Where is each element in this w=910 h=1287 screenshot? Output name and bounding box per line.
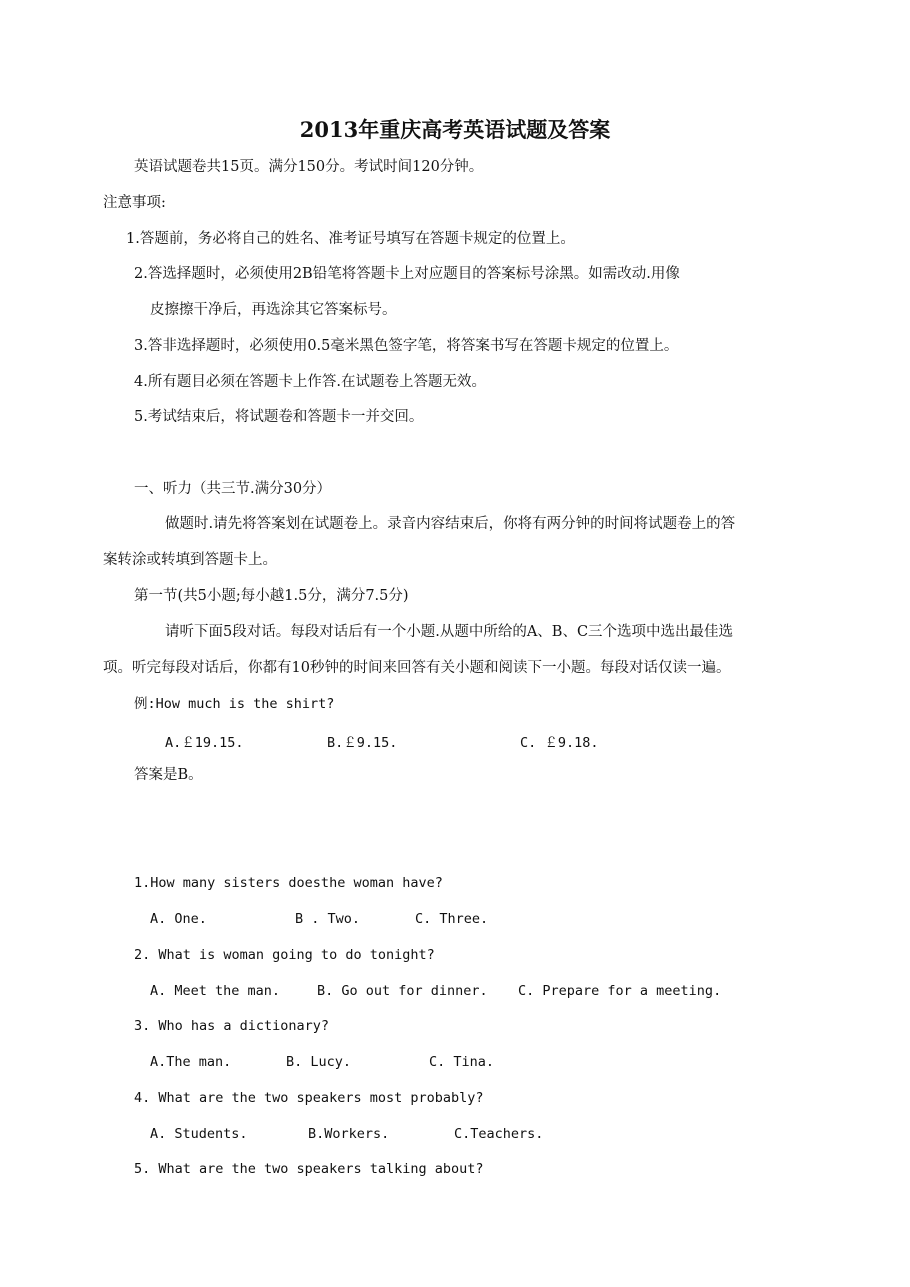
notice-item: 4.所有题目必须在答题卡上作答.在试题卷上答题无效。 xyxy=(134,374,486,390)
notice-item: 皮擦擦干净后，再选涂其它答案标号。 xyxy=(150,302,397,318)
example-option: A.￡19.15. xyxy=(165,735,244,751)
notice-item: 3.答非选择题时，必须使用0.5毫米黑色签字笔，将答案书写在答题卡规定的位置上。 xyxy=(134,338,679,354)
answer-option: C. Prepare for a meeting. xyxy=(518,983,722,999)
answer-option: B. Lucy. xyxy=(286,1054,352,1070)
part-heading: 第一节(共5小题;每小越1.5分，满分7.5分) xyxy=(134,588,409,604)
question: 4. What are the two speakers most probably? xyxy=(134,1090,484,1106)
example-option: C. ￡9.18. xyxy=(520,735,599,751)
notice-item: 2.答选择题时，必须使用2B铅笔将答题卡上对应题目的答案标号涂黑。如需改动.用像 xyxy=(134,266,680,282)
section-heading: 一、听力（共三节.满分30分） xyxy=(134,481,332,497)
question: 2. What is woman going to do tonight? xyxy=(134,947,435,963)
document-title: 2013年重庆高考英语试题及答案 xyxy=(299,117,611,142)
question: 1.How many sisters doesthe woman have? xyxy=(134,875,443,891)
answer-option: A. One. xyxy=(150,911,207,927)
question: 5. What are the two speakers talking about? xyxy=(134,1161,484,1177)
answer-option: B . Two. xyxy=(295,911,361,927)
example-option: B.￡9.15. xyxy=(327,735,398,751)
notice-heading: 注意事项: xyxy=(103,195,166,211)
answer-option: A. Students. xyxy=(150,1126,248,1142)
section-instruction: 案转涂或转填到答题卡上。 xyxy=(103,552,277,568)
part-instruction: 项。听完每段对话后，你都有10秒钟的时间来回答有关小题和阅读下一小题。每段对话仅读一遍。 xyxy=(103,660,731,676)
answer-option: C.Teachers. xyxy=(454,1126,544,1142)
answer-option: C. Three. xyxy=(415,911,489,927)
answer-option: B.Workers. xyxy=(308,1126,390,1142)
question: 3. Who has a dictionary? xyxy=(134,1018,330,1034)
part-instruction: 请听下面5段对话。每段对话后有一个小题.从题中所给的A、B、C三个选项中选出最佳选 xyxy=(165,624,734,640)
answer-option: A. Meet the man. xyxy=(150,983,281,999)
notice-item: 5.考试结束后，将试题卷和答题卡一并交回。 xyxy=(134,409,424,425)
answer-option: C. Tina. xyxy=(429,1054,495,1070)
exam-intro: 英语试题卷共15页。满分150分。考试时间120分钟。 xyxy=(134,159,484,175)
answer-option: A.The man. xyxy=(150,1054,232,1070)
example-answer: 答案是B。 xyxy=(134,767,203,783)
answer-option: B. Go out for dinner. xyxy=(317,983,488,999)
example-question: 例:How much is the shirt? xyxy=(134,696,335,712)
section-instruction: 做题时.请先将答案划在试题卷上。录音内容结束后，你将有两分钟的时间将试题卷上的答 xyxy=(165,516,736,532)
notice-item: 1.答题前，务必将自己的姓名、准考证号填写在答题卡规定的位置上。 xyxy=(126,231,575,247)
